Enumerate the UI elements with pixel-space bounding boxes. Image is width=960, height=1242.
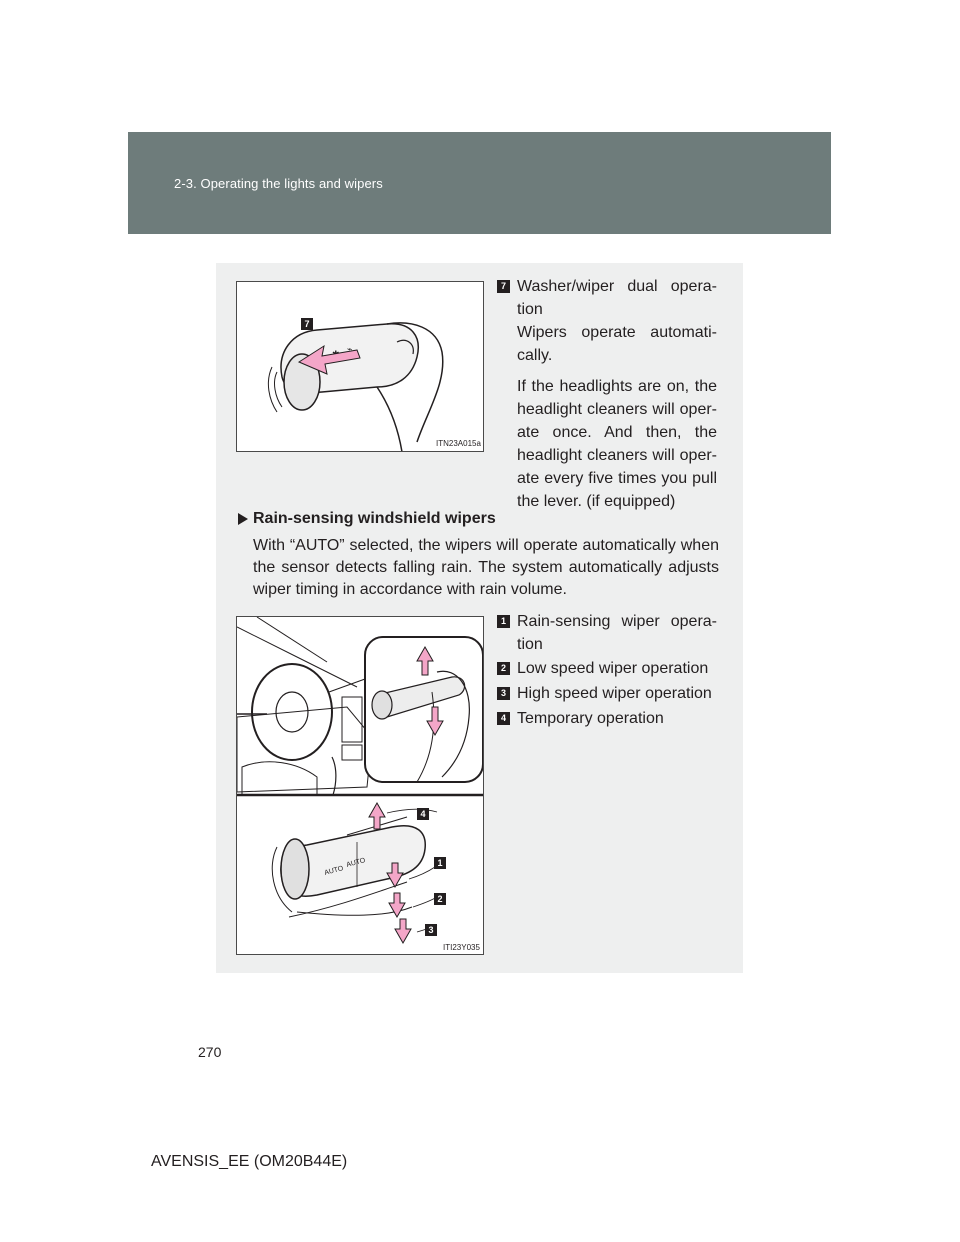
dashboard-and-lever-illustration [237, 617, 484, 955]
lever-auto-label-2: AUTO [345, 857, 367, 869]
figure-rain-sensing-wipers [236, 616, 484, 955]
section-header-bar [128, 132, 831, 234]
footer-model-code: AVENSIS_EE (OM20B44E) [151, 1153, 348, 1170]
lever-pull-illustration [237, 282, 484, 452]
page-number: 270 [198, 1044, 222, 1060]
figure-code: ITI23Y035 [443, 943, 480, 952]
section-body: With “AUTO” selected, the wipers will operate automatically when the sensor detects falling rain. The system automatically adjusts wiper timing in accordance with rain volume. [253, 537, 719, 598]
item-headlight-note: If the headlights are on, the headlight cleaners will oper-ate once. And then, the headlight cleaners will oper-ate every five times you pull the lever. (if equipped) [517, 378, 717, 510]
callout-7-icon: 7 [301, 318, 313, 330]
callout-1-icon: 1 [434, 857, 446, 869]
number-3-icon: 3 [497, 687, 510, 700]
number-1-icon: 1 [497, 615, 510, 628]
item-label: Temporary operation [517, 710, 664, 727]
item-high-speed [500, 682, 717, 705]
svg-text:⌁: ⌁ [347, 344, 353, 354]
section-heading: Rain-sensing windshield wipers [233, 508, 719, 530]
section-title: 2-3. Operating the lights and wipers [174, 176, 383, 191]
figure-code: ITN23A015a [436, 439, 481, 448]
item-temporary [500, 707, 717, 730]
item-label: Rain-sensing wiper opera-tion [517, 613, 717, 653]
item-low-speed [500, 657, 717, 680]
callout-3-icon: 3 [425, 924, 437, 936]
number-2-icon: 2 [497, 662, 510, 675]
lever-auto-label: AUTO [323, 865, 345, 877]
number-4-icon: 4 [497, 712, 510, 725]
item-label: High speed wiper operation [517, 685, 712, 702]
item-title: Washer/wiper dual opera-tion [517, 278, 717, 318]
rain-sensing-section [233, 508, 719, 601]
item-description: Wipers operate automati-cally. [517, 324, 717, 364]
item-label: Low speed wiper operation [517, 660, 709, 677]
figure-wiper-dual-operation [236, 281, 484, 452]
item-rain-sensing-operation [500, 610, 717, 656]
number-7-icon: 7 [497, 280, 510, 293]
item-washer-wiper-dual [500, 275, 717, 513]
callout-4-icon: 4 [417, 808, 429, 820]
callout-2-icon: 2 [434, 893, 446, 905]
